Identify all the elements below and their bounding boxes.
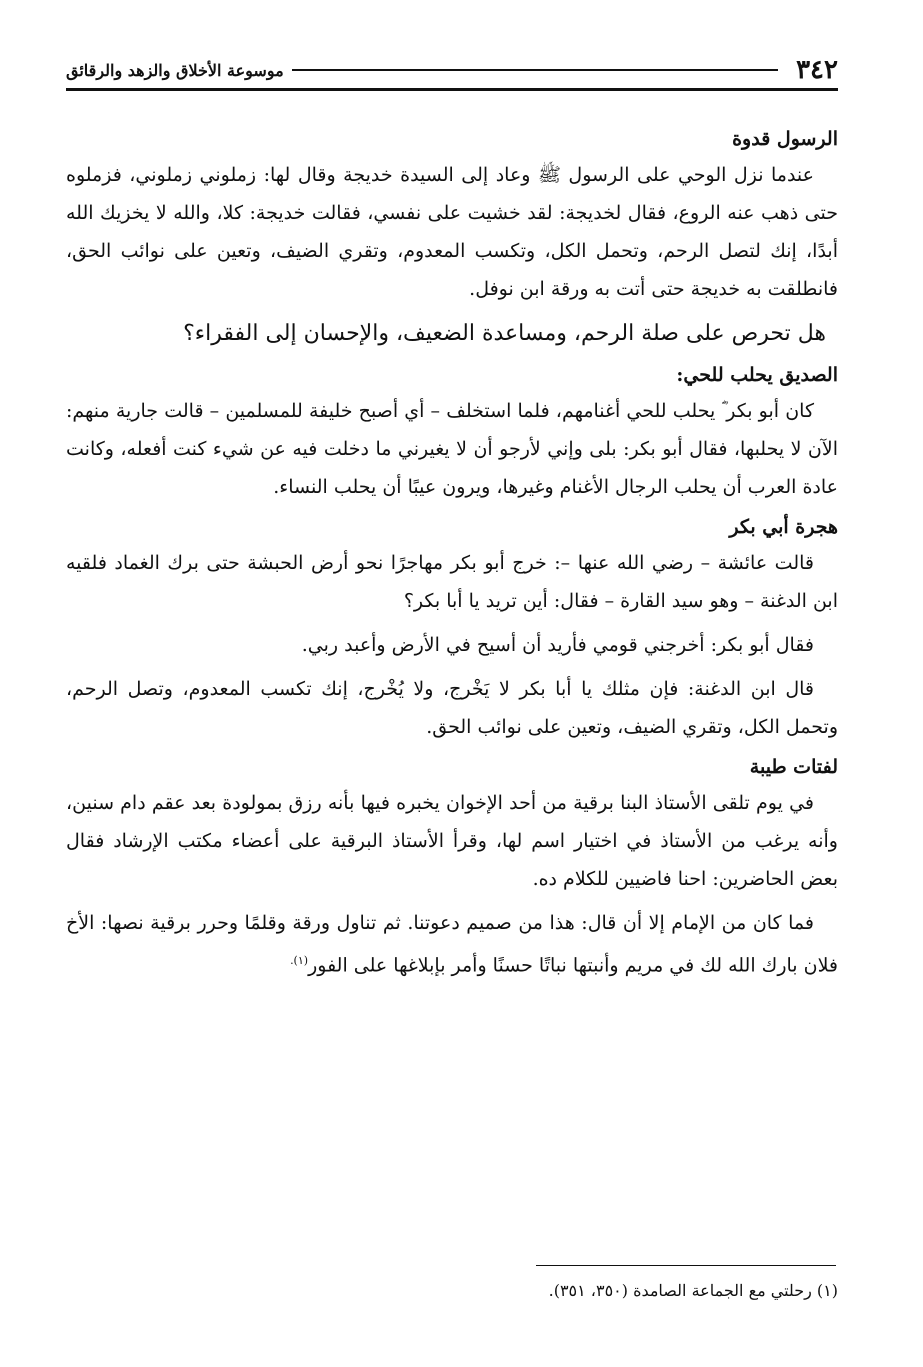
paragraph: قالت عائشة – رضي الله عنها –: خرج أبو بكر مهاجرًا نحو أرض الحبشة حتى برك الغماد فلقيه ابن الدغنة – وهو سيد القارة – فقال: أين تريد يا أبا بكر؟: [66, 552, 838, 612]
paragraph: عندما نزل الوحي على الرسول ﷺ وعاد إلى السيدة خديجة وقال لها: زملوني زملوني، فزملوه حتى ذهب عنه الروع، فقال لخديجة: لقد خشيت على نفسي، فقالت خديجة: كلا، والله لا يخزيك الله أبدًا، إنك لتصل الرحم، وتحمل الكل، وتكسب المعدوم، وتقري الضيف، وتعين على نوائب الحق، فانطلقت به خديجة حتى أتت به ورقة ابن نوفل.: [66, 164, 838, 300]
footnote: (١) رحلتي مع الجماعة الصامدة (٣٥٠، ٣٥١).: [548, 1281, 838, 1300]
page-body: [66, 118, 838, 990]
section-heading: لفتات طيبة: [749, 756, 838, 778]
reflection-question: هل تحرص على صلة الرحم، ومساعدة الضعيف، والإحسان إلى الفقراء؟: [183, 321, 826, 346]
paragraph: في يوم تلقى الأستاذ البنا برقية من أحد الإخوان يخبره فيها بأنه رزق بمولودة بعد عقم دام سنين، وأنه يرغب من الأستاذ في اختيار اسم لها، وقرأ الأستاذ البرقية على أعضاء مكتب الإرشاد فقال بعض الحاضرين: احنا فاضيين للكلام ده.: [66, 792, 838, 890]
section-heading: هجرة أبي بكر: [729, 516, 838, 538]
header-divider: [66, 88, 838, 91]
paragraph: فقال أبو بكر: أخرجني قومي فأريد أن أسيح في الأرض وأعبد ربي.: [301, 634, 814, 656]
page-header: [66, 50, 838, 90]
header-rule: [292, 69, 778, 71]
footnote-reference: (١).: [290, 954, 309, 967]
paragraph: [66, 904, 838, 984]
section-heading: الصديق يحلب للحي:: [676, 364, 838, 386]
footnote-divider: [536, 1265, 836, 1266]
paragraph-text: فما كان من الإمام إلا أن قال: هذا من صميم دعوتنا. ثم تناول ورقة وقلمًا وحرر برقية نصها: الأخ فلان بارك الله لك في مريم وأنبتها نباتًا حسنًا وأمر بإبلاغها على الفور: [66, 912, 838, 977]
paragraph: كان أبو بكر ؓ يحلب للحي أغنامهم، فلما استخلف – أي أصبح خليفة للمسلمين – قالت جارية منهم: الآن لا يحلبها، فقال أبو بكر: بلى وإني لأرجو أن لا يغيرني ما دخلت فيه عن شيء كنت أفعله، وكانت عادة العرب أن يحلب الرجال الأغنام وغيرها، ويرون عيبًا أن يحلب النساء.: [66, 400, 838, 498]
running-title: موسوعة الأخلاق والزهد والرقائق: [66, 60, 284, 80]
paragraph: قال ابن الدغنة: فإن مثلك يا أبا بكر لا يَخْرج، ولا يُخْرج، إنك تكسب المعدوم، وتصل الرحم، وتحمل الكل، وتقري الضيف، وتعين على نوائب الحق.: [66, 678, 838, 738]
section-heading: الرسول قدوة: [732, 128, 838, 150]
page-number: ٣٤٢: [796, 55, 838, 85]
